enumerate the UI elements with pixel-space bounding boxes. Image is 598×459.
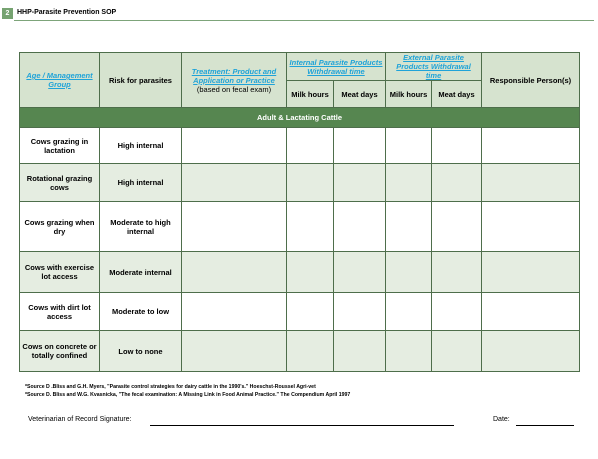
external-meat-cell[interactable] [432, 202, 482, 252]
parasite-prevention-table [19, 52, 580, 372]
external-meat-cell[interactable] [432, 128, 482, 164]
risk-cell: Low to none [100, 331, 182, 372]
external-meat-cell[interactable] [432, 252, 482, 293]
risk-cell: High internal [100, 164, 182, 202]
footnote-1: *Source D .Bliss and G.H. Myers, "Parasite control strategies for dairy cattle in the 1990's." Hoeschst-Roussel Agri-vet [25, 384, 316, 390]
table-row [20, 164, 580, 202]
external-meat-cell[interactable] [432, 164, 482, 202]
header-internal-parasite[interactable]: Internal Parasite Products Withdrawal time [287, 53, 386, 81]
internal-milk-cell[interactable] [287, 293, 334, 331]
external-meat-cell[interactable] [432, 331, 482, 372]
header-rule [14, 20, 594, 21]
responsible-cell[interactable] [482, 252, 580, 293]
treatment-link[interactable]: Treatment: Product and Application or Practice [191, 66, 277, 85]
table-row [20, 252, 580, 293]
responsible-cell[interactable] [482, 202, 580, 252]
internal-meat-cell[interactable] [334, 293, 386, 331]
treatment-cell[interactable] [182, 252, 287, 293]
risk-cell: Moderate to high internal [100, 202, 182, 252]
header-age-group[interactable]: Age / Management Group [20, 53, 100, 108]
risk-cell: Moderate to low [100, 293, 182, 331]
responsible-cell[interactable] [482, 293, 580, 331]
table-row [20, 202, 580, 252]
header-internal-meat: Meat days [334, 81, 386, 108]
signature-line[interactable] [150, 425, 454, 426]
header-treatment [182, 53, 287, 108]
header-external-milk: Milk hours [386, 81, 432, 108]
responsible-cell[interactable] [482, 331, 580, 372]
risk-cell: Moderate internal [100, 252, 182, 293]
treatment-cell[interactable] [182, 164, 287, 202]
group-cell: Rotational grazing cows [20, 164, 100, 202]
treatment-note: (based on fecal exam) [196, 84, 272, 94]
external-milk-cell[interactable] [386, 252, 432, 293]
group-cell: Cows with dirt lot access [20, 293, 100, 331]
group-cell: Cows grazing when dry [20, 202, 100, 252]
page-header [2, 7, 594, 21]
group-cell: Cows with exercise lot access [20, 252, 100, 293]
signature-label: Veterinarian of Record Signature: [28, 416, 132, 423]
treatment-cell[interactable] [182, 331, 287, 372]
table-row [20, 293, 580, 331]
internal-meat-cell[interactable] [334, 164, 386, 202]
responsible-cell[interactable] [482, 128, 580, 164]
internal-milk-cell[interactable] [287, 128, 334, 164]
table-row [20, 128, 580, 164]
header-responsible: Responsible Person(s) [482, 53, 580, 108]
date-line[interactable] [516, 425, 574, 426]
group-cell: Cows on concrete or totally confined [20, 331, 100, 372]
internal-milk-cell[interactable] [287, 202, 334, 252]
group-cell: Cows grazing in lactation [20, 128, 100, 164]
external-milk-cell[interactable] [386, 293, 432, 331]
header-external-parasite[interactable]: External Parasite Products Withdrawal time [386, 53, 482, 81]
treatment-cell[interactable] [182, 128, 287, 164]
section-title: Adult & Lactating Cattle [20, 108, 580, 128]
document-title: HHP-Parasite Prevention SOP [17, 9, 117, 16]
external-meat-cell[interactable] [432, 293, 482, 331]
treatment-cell[interactable] [182, 293, 287, 331]
treatment-cell[interactable] [182, 202, 287, 252]
external-milk-cell[interactable] [386, 202, 432, 252]
internal-meat-cell[interactable] [334, 252, 386, 293]
internal-milk-cell[interactable] [287, 331, 334, 372]
internal-meat-cell[interactable] [334, 128, 386, 164]
internal-milk-cell[interactable] [287, 164, 334, 202]
header-internal-milk: Milk hours [287, 81, 334, 108]
external-milk-cell[interactable] [386, 164, 432, 202]
internal-meat-cell[interactable] [334, 202, 386, 252]
table-row [20, 331, 580, 372]
external-milk-cell[interactable] [386, 331, 432, 372]
internal-meat-cell[interactable] [334, 331, 386, 372]
date-label: Date: [493, 416, 510, 423]
header-external-meat: Meat days [432, 81, 482, 108]
header-risk: Risk for parasites [100, 53, 182, 108]
page-number: 2 [2, 8, 13, 19]
footnote-2: *Source D. Bliss and W.G. Kvasnicka, "The fecal examination: A Missing Link in Food Animal Practice." The Compendium April 1997 [25, 392, 351, 398]
risk-cell: High internal [100, 128, 182, 164]
external-milk-cell[interactable] [386, 128, 432, 164]
responsible-cell[interactable] [482, 164, 580, 202]
internal-milk-cell[interactable] [287, 252, 334, 293]
